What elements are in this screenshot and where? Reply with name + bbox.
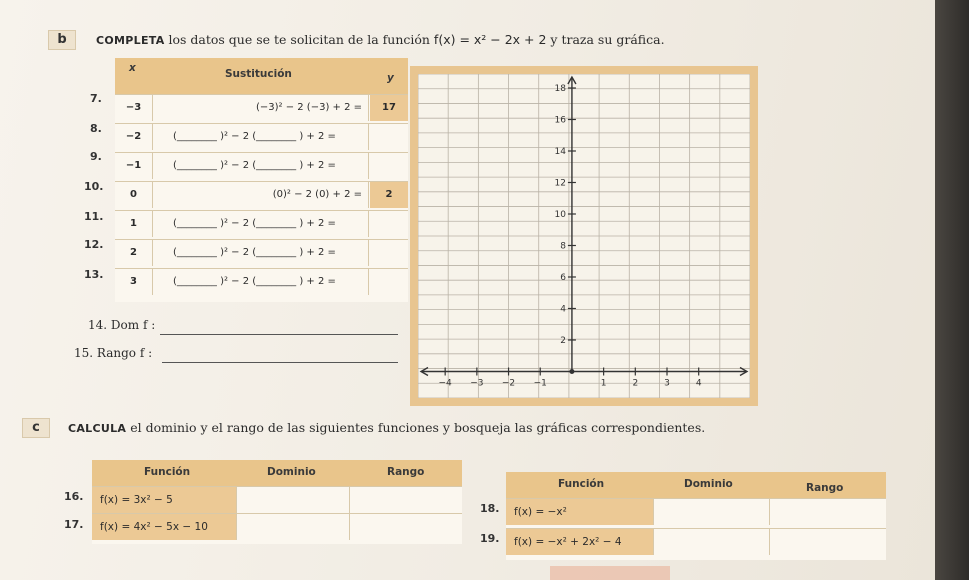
- section-c-keyword: CALCULA: [68, 422, 127, 435]
- x-tick-label: −4: [438, 378, 452, 389]
- x-cell: 2: [115, 240, 153, 266]
- section-c-text: el dominio y el rango de las siguientes funciones y bosqueja las gráficas correspondientes.: [126, 420, 706, 435]
- section-b-badge: b: [48, 30, 76, 50]
- range-cell[interactable]: [770, 529, 886, 555]
- y-cell[interactable]: [370, 240, 408, 266]
- substitution-table: [115, 58, 408, 302]
- row-number: 10.: [84, 180, 104, 193]
- table-header: [92, 460, 462, 486]
- x-cell: −3: [115, 95, 153, 121]
- row-number: 8.: [90, 122, 102, 135]
- graph-panel: [410, 66, 758, 406]
- function-cell: f(x) = 4x² − 5x − 10: [92, 514, 237, 540]
- row-number: 11.: [84, 210, 104, 223]
- y-cell: 17: [370, 95, 408, 121]
- header-domain: Dominio: [684, 478, 733, 490]
- x-cell: −1: [115, 153, 153, 179]
- substitution-cell[interactable]: (________ )² − 2 (________ ) + 2 =: [153, 211, 369, 237]
- y-tick-label: 18: [554, 84, 566, 94]
- section-b-keyword: COMPLETA: [96, 34, 165, 47]
- y-tick-label: 4: [560, 304, 566, 315]
- table-row: [92, 513, 462, 540]
- table-row: [506, 528, 886, 555]
- x-tick-label: 3: [664, 378, 670, 389]
- range-cell[interactable]: [350, 514, 462, 540]
- section-b-text-2: y traza su gráfica.: [546, 32, 665, 47]
- y-tick-label: 12: [554, 178, 566, 189]
- y-tick-label: 6: [560, 272, 566, 283]
- domain-cell[interactable]: [654, 499, 770, 525]
- substitution-cell[interactable]: (________ )² − 2 (________ ) + 2 =: [153, 269, 369, 295]
- substitution-cell: (0)² − 2 (0) + 2 =: [153, 182, 369, 208]
- header-domain: Dominio: [267, 466, 316, 478]
- header-function: Función: [144, 466, 191, 478]
- header-range: Rango: [387, 466, 425, 478]
- function-cell: f(x) = −x² + 2x² − 4: [506, 529, 654, 555]
- substitution-cell[interactable]: (________ )² − 2 (________ ) + 2 =: [153, 124, 369, 150]
- table-header: [115, 58, 408, 94]
- function-cell: f(x) = 3x² − 5: [92, 487, 237, 513]
- table-row: [92, 486, 462, 513]
- functions-table-left: [92, 460, 462, 544]
- domain-answer-line[interactable]: [160, 334, 398, 335]
- header-y: y: [387, 72, 394, 84]
- section-b-text-1: los datos que se te solicitan de la función: [164, 32, 434, 47]
- substitution-cell[interactable]: (________ )² − 2 (________ ) + 2 =: [153, 240, 369, 266]
- row-number: 19.: [480, 532, 500, 545]
- table-header: [506, 472, 886, 498]
- table-row: [115, 94, 408, 121]
- x-cell: 0: [115, 182, 153, 208]
- row-number: 9.: [90, 150, 102, 163]
- header-function: Función: [558, 478, 605, 490]
- y-tick-label: 10: [554, 209, 566, 220]
- row-number: 13.: [84, 268, 104, 281]
- range-cell[interactable]: [350, 487, 462, 513]
- x-tick-label: 4: [695, 378, 702, 389]
- row-number: 12.: [84, 238, 104, 251]
- functions-table-right: [506, 472, 886, 560]
- page-edge-shadow: [935, 0, 969, 580]
- header-substitution: Sustitución: [225, 68, 292, 80]
- range-question: 15. Rango f :: [74, 346, 153, 360]
- row-number: 16.: [64, 490, 84, 503]
- x-tick-label: −3: [470, 378, 484, 389]
- range-answer-line[interactable]: [162, 362, 398, 363]
- y-tick-label: 14: [554, 146, 566, 157]
- substitution-cell: (−3)² − 2 (−3) + 2 =: [153, 95, 369, 121]
- x-tick-label: 1: [600, 378, 607, 389]
- y-cell[interactable]: [370, 211, 408, 237]
- y-cell[interactable]: [370, 153, 408, 179]
- coordinate-grid[interactable]: [418, 74, 750, 398]
- x-tick-label: −1: [533, 378, 547, 389]
- row-number: 18.: [480, 502, 500, 515]
- y-cell[interactable]: [370, 124, 408, 150]
- table-row: [115, 239, 408, 266]
- section-c-instruction: [68, 420, 705, 435]
- domain-cell[interactable]: [237, 514, 350, 540]
- table-row: [115, 268, 408, 295]
- header-range: Rango: [806, 482, 844, 494]
- y-cell: 2: [370, 182, 408, 208]
- row-number: 17.: [64, 518, 84, 531]
- x-tick-label: 2: [632, 378, 639, 389]
- x-cell: −2: [115, 124, 153, 150]
- function-cell: f(x) = −x²: [506, 499, 654, 525]
- table-row: [115, 181, 408, 208]
- y-tick-label: 16: [554, 115, 566, 126]
- x-cell: 1: [115, 211, 153, 237]
- table-row: [115, 123, 408, 150]
- substitution-cell[interactable]: (________ )² − 2 (________ ) + 2 =: [153, 153, 369, 179]
- y-tick-label: 8: [560, 241, 566, 252]
- row-number: 7.: [90, 92, 102, 105]
- section-b-function: f(x) = x² − 2x + 2: [433, 32, 547, 47]
- section-b-instruction: [96, 32, 665, 47]
- x-tick-label: −2: [501, 378, 516, 389]
- domain-cell[interactable]: [237, 487, 350, 513]
- origin-point: [569, 369, 574, 374]
- table-row: [115, 210, 408, 237]
- table-row: [115, 152, 408, 179]
- table-row: [506, 498, 886, 525]
- y-tick-label: 2: [560, 335, 566, 346]
- decorative-stripe: [550, 566, 670, 580]
- domain-cell[interactable]: [654, 529, 770, 555]
- header-x: x: [129, 62, 136, 74]
- range-cell[interactable]: [770, 499, 886, 525]
- x-cell: 3: [115, 269, 153, 295]
- y-cell[interactable]: [370, 269, 408, 295]
- domain-question: 14. Dom f :: [88, 318, 156, 332]
- section-c-badge: c: [22, 418, 50, 438]
